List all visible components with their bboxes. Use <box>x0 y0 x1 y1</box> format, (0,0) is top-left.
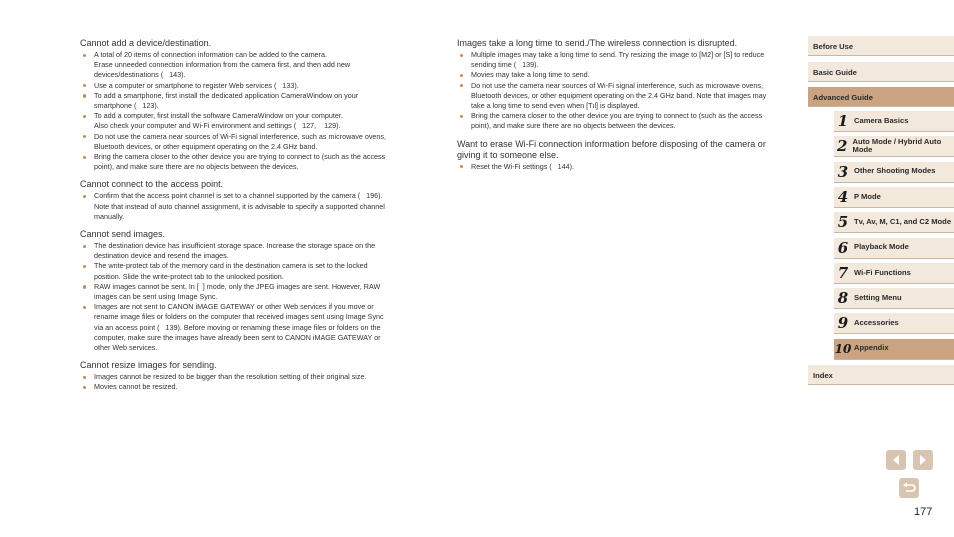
chapter-number: 8 <box>837 289 849 308</box>
bullet-text: To add a computer, first install the software CameraWindow on your computer. <box>94 111 343 121</box>
chapter-number: 7 <box>837 263 849 282</box>
chapter-number: 1 <box>837 112 849 130</box>
bullet-item <box>80 241 392 261</box>
bullet-text: Movies may take a long time to send. <box>471 70 590 80</box>
troubleshooting-section <box>80 360 392 392</box>
bullet-text: Bring the camera closer to the other device you are trying to connect to (such as the access point), and make sure there are no objects between the devices. <box>94 152 386 172</box>
bullet-list <box>80 241 392 353</box>
bullet-text: The write-protect tab of the memory card in the destination camera is set to the locked position. Slide the write-protect tab to the unlocked position. <box>94 261 368 281</box>
nav-chapter-8[interactable] <box>834 288 954 309</box>
bullet-text: Confirm that the access point channel is set to a channel supported by the camera ( 196). Note that instead of auto channel assignment, it is advisable to specify a supported channel manually. <box>94 191 385 221</box>
bullet-list <box>80 372 392 392</box>
bullet-text: Do not use the camera near sources of Wi-Fi signal interference, such as microwave ovens, Bluetooth devices, or other equipment operating on the 2.4 GHz band. <box>94 131 387 151</box>
section-heading: Images take a long time to send./The wireless connection is disrupted. <box>457 38 738 48</box>
nav-chapter-4[interactable] <box>834 187 954 208</box>
bullet-item <box>80 50 392 81</box>
nav-chapter-10[interactable] <box>834 339 954 360</box>
troubleshooting-section <box>80 179 392 222</box>
left-column <box>80 38 392 400</box>
bullet-item <box>457 111 769 131</box>
bullet-text: Bring the camera closer to the other device you are trying to connect to (such as the access point), and make sure there are no objects between the devices. <box>471 111 763 131</box>
bullet-item <box>80 302 392 353</box>
bullet-item <box>80 111 392 131</box>
bullet-text: RAW images cannot be sent. In [ ] mode, only the JPEG images are sent. However, RAW images can be sent using Image Sync. <box>94 281 381 302</box>
bullet-item <box>457 50 769 70</box>
nav-before-use[interactable]: Before Use <box>808 36 954 56</box>
bullet-text: Erase unneeded connection information from the camera first, and then add new devices/destinations ( 143). <box>94 60 351 80</box>
nav-chapter-3[interactable] <box>834 162 954 183</box>
bullet-item <box>80 382 392 392</box>
section-heading: Cannot connect to the access point. <box>80 179 224 190</box>
middle-column <box>457 38 769 179</box>
nav-index[interactable]: Index <box>808 365 954 385</box>
bullet-text: To add a smartphone, first install the dedicated application CameraWindow on your smartphone ( 123). <box>94 90 359 111</box>
bullet-item <box>80 282 392 302</box>
bullet-item <box>80 261 392 281</box>
bullet-text: Use a computer or smartphone to register Web services ( 133). <box>94 80 299 90</box>
nav-chapter-6[interactable] <box>834 238 954 259</box>
nav-basic-guide[interactable]: Basic Guide <box>808 62 954 82</box>
section-heading: Cannot send images. <box>80 229 166 240</box>
bullet-item <box>80 152 392 172</box>
bullet-list <box>80 191 392 222</box>
bullet-text: Images are not sent to CANON iMAGE GATEWAY or other Web services if you move or rename image files or folders on the computer that received images sent using Image Sync via an access point ( 139). Before moving or renaming these image files or folders on the computer, make sure the images have already been sent to CANON iMAGE GATEWAY or other Web services. <box>94 302 384 353</box>
bullet-item <box>80 372 392 382</box>
bullet-text: A total of 20 items of connection information can be added to the camera. <box>94 50 327 59</box>
bullet-item <box>80 91 392 111</box>
nav-chapter-9[interactable] <box>834 313 954 334</box>
chapter-label: Setting Menu <box>854 292 902 302</box>
chapter-label: Accessories <box>854 318 899 328</box>
troubleshooting-section <box>80 38 392 172</box>
bullet-item <box>80 132 392 152</box>
bullet-item <box>457 70 769 80</box>
troubleshooting-section <box>457 139 769 172</box>
next-page-icon <box>918 454 928 466</box>
bullet-text: Movies cannot be resized. <box>94 382 178 392</box>
page-number: 177 <box>914 506 933 518</box>
return-button[interactable] <box>899 478 919 498</box>
chapter-label: Playback Mode <box>854 242 909 252</box>
nav-chapter-1[interactable] <box>834 111 954 132</box>
bullet-list <box>457 162 769 172</box>
chapter-number: 6 <box>837 238 849 257</box>
nav-advanced-guide[interactable]: Advanced Guide <box>808 87 954 107</box>
troubleshooting-section <box>457 38 769 132</box>
chapter-number: 2 <box>837 137 848 156</box>
chapter-label: Camera Basics <box>854 115 909 125</box>
chapter-number: 10 <box>834 341 852 356</box>
bullet-item <box>80 81 392 91</box>
next-page-button[interactable] <box>913 450 933 470</box>
section-heading: Cannot resize images for sending. <box>80 360 217 371</box>
return-icon <box>902 482 916 494</box>
bullet-list <box>80 50 392 172</box>
chapter-label: Auto Mode / Hybrid Auto Mode <box>852 136 942 155</box>
bullet-text: The destination device has insufficient storage space. Increase the storage space on the destination device and resend the images. <box>94 241 376 261</box>
chapter-label: Other Shooting Modes <box>854 166 936 176</box>
nav-chapter-2[interactable] <box>834 136 954 157</box>
bullet-text: Reset the Wi-Fi settings ( 144). <box>471 161 575 171</box>
chapter-label: Appendix <box>854 343 889 353</box>
bullet-text: Multiple images may take a long time to send. Try resizing the image to [M2] or [S] to reduce sending time ( 139). <box>471 50 765 70</box>
bullet-text: Images cannot be resized to be bigger than the resolution setting of their original size. <box>94 372 367 382</box>
bullet-list <box>457 50 769 132</box>
chapter-label: Tv, Av, M, C1, and C2 Mode <box>854 216 952 226</box>
section-heading: Want to erase Wi-Fi connection information before disposing of the camera or giving it to someone else. <box>457 138 766 160</box>
troubleshooting-section <box>80 229 392 353</box>
nav-chapter-7[interactable] <box>834 263 954 284</box>
chapter-number: 9 <box>837 314 849 333</box>
bullet-text: Also check your computer and Wi-Fi environment and settings ( 127, 129). <box>94 121 341 131</box>
bullet-text: Do not use the camera near sources of Wi-Fi signal interference, such as microwave ovens, Bluetooth devices, or other equipment operating on the 2.4 GHz band. Note that images may take a long time to send even when [Tıl] is displayed. <box>471 80 767 111</box>
bullet-item <box>80 191 392 222</box>
section-heading: Cannot add a device/destination. <box>80 38 212 48</box>
chapter-label: P Mode <box>854 191 881 201</box>
bullet-item <box>457 162 769 172</box>
chapter-number: 4 <box>837 187 849 206</box>
chapter-label: Wi-Fi Functions <box>854 267 911 277</box>
chapter-number: 3 <box>837 162 849 181</box>
prev-page-button[interactable] <box>886 450 906 470</box>
prev-page-icon <box>891 454 901 466</box>
chapter-number: 5 <box>837 213 849 232</box>
nav-chapter-5[interactable] <box>834 212 954 233</box>
bullet-item <box>457 81 769 112</box>
